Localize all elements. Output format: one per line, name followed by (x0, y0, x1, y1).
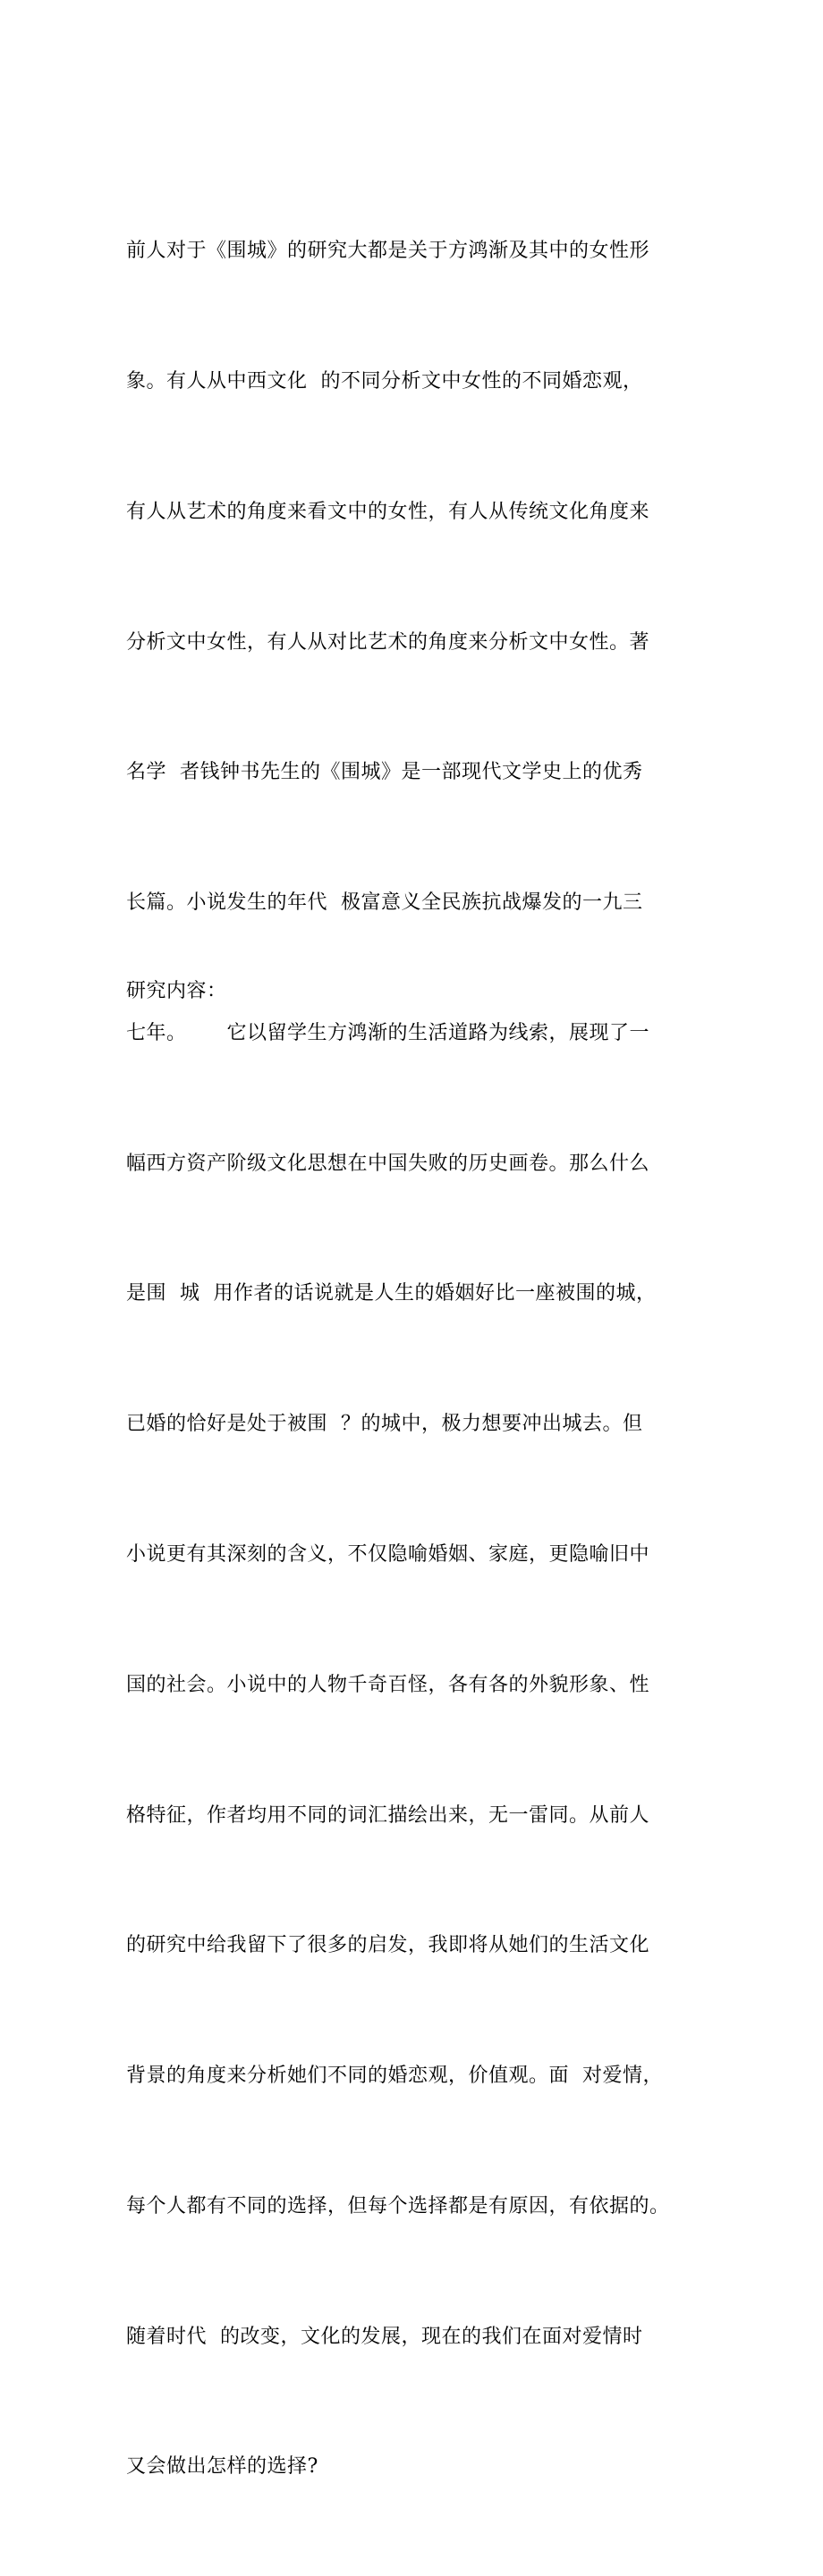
paragraph-line: 小说更有其深刻的含义，不仅隐喻婚姻、家庭，更隐喻旧中 (126, 1543, 650, 1566)
paragraph-line: 每个人都有不同的选择，但每个选择都是有原因，有依据的。 (126, 2194, 670, 2217)
paragraph-line: 名学 者钱钟书先生的《围城》是一部现代文学史上的优秀 (126, 761, 643, 784)
body-paragraph (126, 143, 708, 2576)
paragraph-line: 分析文中女性，有人从对比艺术的角度来分析文中女性。著 (126, 630, 650, 654)
paragraph-line: 背景的角度来分析她们不同的婚恋观，价值观。面 对爱情， (126, 2065, 663, 2088)
paragraph-line: 随着时代 的改变，文化的发展，现在的我们在面对爱情时 (126, 2325, 643, 2348)
paragraph-line: 七年。 它以留学生方鸿渐的生活道路为线索，展现了一 (126, 1021, 649, 1044)
paragraph-line: 象。有人从中西文化 的不同分析文中女性的不同婚恋观， (126, 369, 643, 393)
paragraph-line: 有人从艺术的角度来看文中的女性，有人从传统文化角度来 (126, 500, 650, 523)
paragraph-line: 的研究中给我留下了很多的启发，我即将从她们的生活文化 (126, 1934, 650, 1957)
paragraph-line: 前人对于《围城》的研究大都是关于方鸿渐及其中的女性形 (126, 240, 650, 263)
paragraph-line: 幅西方资产阶级文化思想在中国失败的历史画卷。那么什么 (126, 1152, 650, 1175)
paragraph-line: 长篇。小说发生的年代 极富意义全民族抗战爆发的一九三 (126, 891, 643, 915)
paragraph-line: 格特征，作者均用不同的词汇描绘出来，无一雷同。从前人 (126, 1803, 650, 1827)
paragraph-line: 是围 城 用作者的话说就是人生的婚姻好比一座被围的城， (126, 1282, 657, 1305)
paragraph-line: 国的社会。小说中的人物千奇百怪，各有各的外貌形象、性 (126, 1673, 650, 1696)
paragraph-line: 又会做出怎样的选择? (126, 2455, 318, 2479)
paragraph-line: 已婚的恰好是处于被围 ？的城中，极力想要冲出城去。但 (126, 1413, 643, 1436)
section-heading: 研究内容： (126, 980, 227, 1002)
